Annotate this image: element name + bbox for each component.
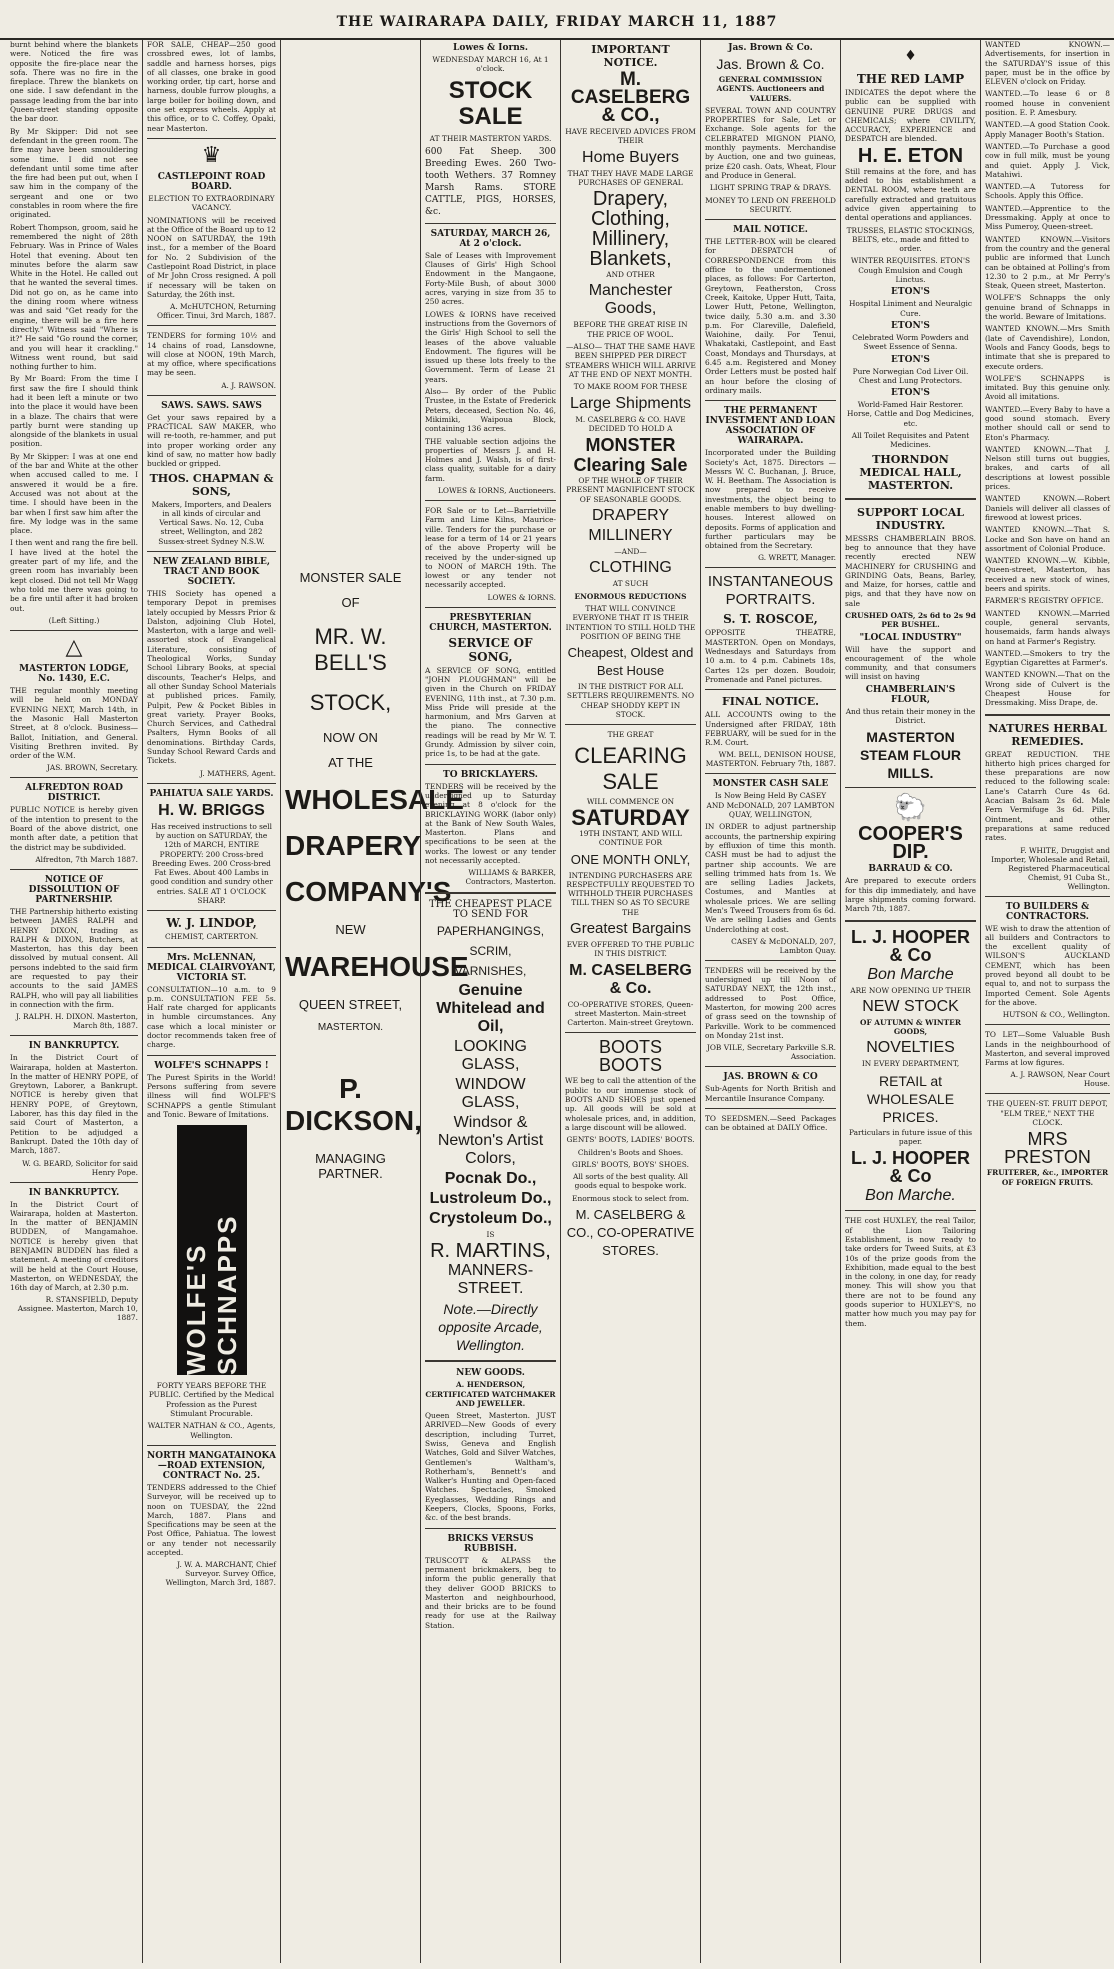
natures-body: GREAT REDUCTION. THE hitherto high prices charged for these preparations are now reduced to the following scale: Lane's Catarrh Cure 4s 6d. Acacian Balsam 2s 6d. Male Fern Vermifuge 3s 6d. Pills, Ointment, and other preparations at same reduced rates. [985,749,1110,843]
millinery-line: Millinery, [591,228,670,251]
caselberg-sub: HAVE RECEIVED ADVICES FROM THEIR [565,127,696,146]
henderson-body: Queen Street, Masterton. JUST ARRIVED—New Goods of every description, including Turret, Swiss, Geneva and English Watches, Gold and Silver Watches, Gentlemen's Waltham's, Rotherham's, Bennett's and Walker's Hunting and Open-faced Watches. Spectacles, Smoked Eyeglasses, Wedding Rings and Keepers, Clocks, Spoons, Forks, &c. of the best brands. [425,1411,556,1523]
brown2-body: Sub-Agents for North British and Mercantile Insurance Company. [705,1084,836,1103]
wanted-ad: WANTED.—A good Station Cook. Apply Manager Booth's Station. [985,120,1110,139]
wolfe-heading: WOLFE'S SCHNAPPS ! [154,1060,269,1071]
builders-signature: HUTSON & CO., Wellington. [1002,1010,1110,1020]
coopers-line: COOPER'S DIP. [858,823,963,864]
wanted-ad: WANTED KNOWN.—Visitors from the country and the general public are informed that Lunch can be obtained at Polling's from 12.30 to 2 p.m., at Mr Perry's Steak, Queen street, Masterton. [985,234,1110,291]
great-line: THE GREAT [607,730,654,740]
castlepoint-notice: NOMINATIONS will be received at the Office of the Board up to 12 NOON on SATURDAY, the 19th inst., for a member of the Board for No. 2 Subdivision of the Castlepoint Road District, in place of Mr John Cross resigned. A poll if necessary will be taken on Saturday, the 26th inst. [147,215,276,299]
wanted-ad: WANTED.—Every Baby to have a good sound stomach. Every mother should call or send to Eton's Pharmacy. [985,404,1110,442]
note-line: Note.—Directly opposite Arcade, Wellington. [438,1301,543,1354]
court-report-paragraph: By Mr Board: From the time I first saw the fire I should think had it been left a minute or two into the place it would have been in a blaze. The chairs that were partly burnt were standing up alongside of the blankets in usual position. [10,374,138,449]
bargains-line: Greatest Bargains [570,919,691,937]
ad-line-12: QUEEN STREET, [298,997,403,1012]
month-line: ONE MONTH ONLY, [570,851,691,867]
church-heading: PRESBYTERIAN CHURCH, MASTERTON. [429,612,552,633]
boots-line: BOOTS BOOTS [598,1037,662,1076]
column-2 [142,40,280,1963]
gents-line: GENTS' BOOTS, LADIES' BOOTS. [566,1135,695,1145]
masonic-heading: MASTERTON LODGE, No. 1430, E.C. [19,664,129,685]
bon-line: Bon Marche [867,965,954,983]
clearing-sale-line: Clearing Sale [573,455,688,476]
wanted-ad: WANTED KNOWN.—That on the Wrong side of Culvert is the Cheapest House for Dressmaking. Miss Drape, de. [985,670,1110,708]
saturday-line: SATURDAY [571,804,690,830]
bon2-line: Bon Marche. [865,1187,956,1205]
novelties-line: NOVELTIES [866,1039,955,1057]
saturday-sale-body: Sale of Leases with Improvement Clauses of Girls' High School Endowment in the Mangaone, Forty-Mile Bush, of about 3000 acres, varying in size from 35 to 250 acres. [425,250,556,307]
masonic-notice: THE regular monthly meeting will be held on MONDAY EVENING NEXT, March 14th, in the Masonic Hall Masterton Street, at 8 o'clock. Business—Ballot, Initiation, and General. Visiting Brethren invited. By order of the W.M. [10,686,138,761]
windsor-line: Windsor & Newton's Artist Colors, [437,1113,544,1167]
mills-line: MASTERTON STEAM FLOUR MILLS. [859,729,962,782]
caselberg3-line: M. CASELBERG & CO., CO-OPERATIVE STORES. [566,1207,695,1259]
lustroleum-line: Lustroleum Do., [429,1189,552,1207]
room-line: TO MAKE ROOM FOR THESE [573,382,688,392]
court-report-paragraph: I then went and rang the fire bell. I have lived at the hotel the greater part of my life, and the green room has invariably been kept closed. Did not tell Mr Wagg who told me there was going to be a fire until after it had broken out. [10,538,138,613]
brown-light: LIGHT SPRING TRAP & DRAYS. [709,183,832,193]
drapery2-line: DRAPERY [591,507,670,525]
manchester-line: Manchester Goods, [588,282,673,318]
crushed-line: CRUSHED OATS, 2s 6d to 2s 9d PER BUSHEL. [845,610,976,630]
lowes-signature: LOWES & IORNS, Auctioneers. [437,486,556,496]
road-notice: PUBLIC NOTICE is hereby given of the intention to present to the Board of the above district, one month after date, a petition that the district may be subdivided. [10,805,138,852]
masonic-signature: JAS. BROWN, Secretary. [46,763,138,773]
martins-line: R. MARTINS, [430,1240,551,1263]
children-line: Children's Boots and Shoes. [577,1147,684,1157]
final-body: ALL ACCOUNTS owing to the Undersigned after FRIDAY, 18th FEBRUARY, will be sued for in the R.M. Court. [705,710,836,748]
ad-line-13: MASTERTON. [317,1022,384,1033]
court-report-paragraph: By Mr Skipper: I was at one end of the bar and White at the other when accused called to me. I answered it would be a fire. Accused was not about at the time. I should have been in the bar when I first saw him after the fire. My lodge was in the same place. [10,451,138,536]
preston-name: MRS PRESTON [1004,1129,1091,1168]
pahiatua-heading: PAHIATUA SALE YARDS. [149,788,274,799]
ad-line-8: DRAPERY [285,830,421,861]
roscoe-body: OPPOSITE THEATRE, MASTERTON. Open on Mondays, Wednesdays and Saturdays from 10 a.m. to 4 p.m. Cabinets 18s, Cartes 12s per dozen. Boudoir, Promenade and Panel pictures. [705,628,836,684]
clothing2-line: CLOTHING [589,559,672,577]
bricks-body: TRUSCOTT & ALPASS the permanent brickmakers, beg to inform the public generally that they deliver GOOD BRICKS to Masterton and neighbourhood, and their bricks are to be found ready for use at the Railway Station. [425,1555,556,1630]
chamberlain2-line: CHAMBERLAIN'S FLOUR, [865,684,956,705]
ad-line-1: MONSTER SALE [299,570,402,585]
etons-3-body: Pure Norwegian Cod Liver Oil. Chest and Lung Protectors. [852,366,969,385]
district-line: IN THE DISTRICT FOR ALL SETTLERS REQUIREMENTS. NO CHEAP SHODDY KEPT IN STOCK. [566,682,695,720]
masthead: THE WAIRARAPA DAILY, FRIDAY MARCH 11, 1887 [0,14,1114,40]
manners-line: MANNERS-STREET. [447,1262,534,1298]
cash-signature: CASEY & McDONALD, 207, Lambton Quay. [731,936,836,955]
is-line: IS [486,1229,495,1239]
ad-line-2: OF [341,595,360,610]
monster-line: MONSTER [585,435,676,456]
chapman-name: THOS. CHAPMAN & SONS, [149,471,274,498]
barraud-line: BARRAUD & CO. [868,864,953,875]
varnish-line: VARNISHES, [454,963,527,978]
winter-line: WINTER REQUISITES. ETON'S Cough Emulsion and Cough Linctus. [850,256,971,285]
ad-line-11: WAREHOUSE [285,951,469,982]
mangatainoka-heading: NORTH MANGATAINOKA—ROAD EXTENSION, CONTRACT No. 25. [147,1450,276,1481]
convince-line: THAT WILL CONVINCE EVERYONE THAT IT IS THEIR INTENTION TO STILL HOLD THE POSITION OF BEING THE [565,603,696,641]
chapman-body: Makers, Importers, and Dealers in all kinds of circular and Vertical Saws. No. 12, Cuba street, Wellington, and 282 Sussex-street Sydney N.S.W. [151,499,272,546]
coop-line: CO-OPERATIVE STORES, Queen-street Masterton. Main-street Carterton. Main-street Greytown. [567,999,694,1028]
rawson-body: TO LET—Some Valuable Bush Lands in the neighbourhood of Masterton, and several improved Farms at low figures. [985,1030,1110,1068]
column-6 [700,40,840,1963]
whole-line: OF THE WHOLE OF THEIR PRESENT MAGNIFICENT STOCK OF SEASONABLE GOODS. [566,476,695,504]
henderson-name: A. HENDERSON, CERTIFICATED WATCHMAKER AND JEWELLER. [425,1380,556,1408]
brown-body: SEVERAL TOWN AND COUNTRY PROPERTIES for Sale, Let or Exchange. Sole agents for the CELEBRATED MIGNON PIANO, monthly payments. Merchandise by Auction, one and two guineas, prize £20 cash. Oats, Wheat, Flour and Produce in General. [705,105,836,180]
road-tender: TENDERS for forming 10½ and 14 chains of road, Lansdowne, will close at NOON, 19th March, at my office, where specifications may be seen. [147,331,276,378]
wanted-ad: WOLFE'S Schnapps the only genuine brand of Schnapps in the world. Beware of Imitations. [985,293,1110,322]
lamp-heading: THE RED LAMP [856,72,965,86]
church-body: A SERVICE OF SONG, entitled "JOHN PLOUGHMAN" will be given in the Church on FRIDAY EVENING, 11th inst., at 7.30 p.m. Miss Pride will preside at the harmonium, and Mrs Garven at the piano. The connective readings will be read by Mr W. T. Grundy. Admission by silver coin, price 1s, to be had at the gate. [425,665,556,759]
castlepoint-signature: A. McHUTCHON, Returning Officer. Tinui, 3rd March, 1887. [156,302,276,321]
royal-crest-icon: ♛ [201,142,222,168]
every-line: IN EVERY DEPARTMENT, [861,1059,960,1069]
stock-list: 600 Fat Sheep. 300 Breeding Ewes. 260 Two-tooth Wethers. 37 Romney Marsh Rams. STORE CATTLE, PIGS, HORSES, &c. [425,146,556,217]
road-tender-signature: A. J. RAWSON. [221,380,276,390]
wanted-ad: FARMER'S REGISTRY OFFICE. [985,596,1104,606]
column-5 [560,40,700,1963]
road-heading: ALFREDTON ROAD DISTRICT. [25,783,123,804]
fruit-heading: THE QUEEN-ST. FRUIT DEPOT, "ELM TREE," NEXT THE CLOCK. [987,1099,1108,1128]
preston-sub: FRUITERER, &c., IMPORTER OF FOREIGN FRUITS. [986,1168,1109,1187]
barraud-body: Are prepared to execute orders for this dip immediately, and have large shipments coming forward. March 7th, 1887. [845,876,976,914]
dissolution-signature: J. RALPH. H. DIXON. Masterton, March 8th, 1887. [15,1012,138,1031]
stock-sale-sub: AT THEIR MASTERTON YARDS. [429,133,552,143]
bible-heading: NEW ZEALAND BIBLE, TRACT AND BOOK SOCIETY. [153,556,270,587]
instant-line: 19TH INSTANT, AND WILL CONTINUE FOR [579,828,682,848]
crystoleum-line: Crystoleum Do., [429,1209,552,1227]
farm-tender: FOR Sale or to Let—Barrietville Farm and Lime Kilns, Maurice-ville. Tenders for the purchase or lease for a term of 14 or 21 years of the above Property will be received by the under-signed up to NOON of MARCH 19th. The lowest or any tender not necessarily accepted. [425,506,556,590]
hall-line: THORNDON MEDICAL HALL, MASTERTON. [859,452,962,492]
support-heading: SUPPORT LOCAL INDUSTRY. [857,505,964,532]
wanted-ad: WANTED.—To Purchase a good cow in full milk, must be young and quiet. Apply J. Vick, Matahiwi. [985,141,1110,179]
bricklayers-heading: TO BRICKLAYERS. [443,769,538,780]
dissolution-notice: THE Partnership hitherto existing between JAMES RALPH and HENRY DIXON, trading as RALPH & DIXON, Butchers, at Masterton, has this day been dissolved by mutual consent. All persons indebted to the said firm are requested to pay their accounts to the said JAMES RALPH, who will pay all liabilities in connection with the firm. [10,906,138,1009]
wanted-ad: WOLFE'S SCHNAPPS is imitated. Buy this genuine only. Avoid all imitations. [985,373,1110,402]
permanent-signature: G. WRETT, Manager. [758,553,836,563]
stock-sale-title: STOCK SALE [448,76,533,130]
wanted-ad: WANTED.—A Tutoress for Schools. Apply this Office. [985,182,1110,201]
clearing2-line: CLEARING SALE [574,742,687,794]
ad-line-5: NOW ON [323,730,378,745]
natures-signature: F. WHITE, Druggist and Importer, Wholesale and Retail, Registered Pharmaceutical Chemist, 91 Cuba St., Wellington. [991,845,1110,891]
buyers-sub: THAT THEY HAVE MADE LARGE PURCHASES OF GENERAL [567,168,694,187]
wanted-ad: WANTED KNOWN.—Advertisements, for insertion in the SATURDAY'S issue of this paper, must be in the office by ELEVEN o'clock on Friday. [985,40,1110,87]
roscoe-name: S. T. ROSCOE, [723,612,818,627]
red-lamp-icon: ♦ [904,48,917,64]
wanted-list [985,40,1110,708]
wanted-ad: WANTED.—Smokers to try the Egyptian Cigarettes at Farmer's. [985,648,1110,668]
wanted-ad: WANTED.—To lease 6 or 8 roomed house in convenient position. E. P. Amesbury. [985,89,1110,118]
chamberlain-body: MESSRS CHAMBERLAIN BROS. beg to announce that they have recently erected NEW MACHINERY for CRUSHING and GRINDING Oats, Beans, Barley, and Maize, for horses, cattle and pigs, and that they have now on sale [845,533,976,608]
church-sub: SERVICE OF SONG, [448,635,533,664]
bible-body: THIS Society has opened a temporary Depot in premises lately occupied by Messrs Prior & Dalston, adjoining Club Hotel, Masterton, with a large and well-assorted stock of Evangelical Literature, consisting of Theological Works, Sunday School Library Books, at special discounts, Teacher's Helps, and all other Sunday School Materials at published prices. Family, Pulpit, Pew & Pocket Bibles in great variety. Prayer Books, Church Services, and Cathedral Psalters, Hymn Books of all denominations. Birthday Cards, Sunday School Reward Cards and Tickets. [147,588,276,766]
girls-line: GIRLS' BOOTS, BOYS' SHOES. [572,1159,689,1169]
mail-body: THE LETTER-BOX will be cleared for DESPATCH of CORRESPONDENCE from this office to the undermentioned places, as follows: For Carterton, Greytown, Featherston, Cross Creek, Kaitoke, Upper Hutt, Taita, Lower Hutt, Petone, Wellington, twice daily, 5.30 a.m. and 3.30 p.m. For Clareville, Dalefield, Waiohine, daily. For Tenui, Whakataki, Castlepoint, and East Coast, Mondays and Thursdays, at 6.45 a.m. Registered and Money Order Letters must be posted half an hour before the closing of ordinary mails. [705,237,836,395]
wolfe-tail: FORTY YEARS BEFORE THE PUBLIC. Certified by the Medical Profession as the Purest Stimulant Procurable. [148,1381,275,1419]
builders-body: WE wish to draw the attention of all builders and Contractors to the excellent quality of WILSON'S AUCKLAND CEMENT, which has been proved beyond all doubt to be equal to, and not to surpass the Imported Cement. Sole Agents for the above. [985,923,1110,1007]
wolfe-agent: WALTER NATHAN & CO., Agents, Wellington. [147,1421,276,1440]
glass2-line: WINDOW GLASS, [455,1075,526,1111]
final-heading: FINAL NOTICE. [721,695,820,709]
intending-line: INTENDING PURCHASERS ARE RESPECTFULLY REQUESTED TO WITHHOLD THEIR PURCHASES TILL THEN SO AS TO SECURE THE [566,870,695,917]
court-report-paragraph: burnt behind where the blankets were. Noticed the fire was opposite the fire-place near the sofa. There was no fire in the fireplace. Threw the blankets on one side. I saw defendant in the passage leading from the bar into Queen-street standing opposite the bar door. [10,40,138,124]
bricklayers-body: TENDERS will be received by the undersigned up to Saturday evening at 8 o'clock for the BRICKLAYING WORK (labor only) at the Bank of New South Wales, Masterton. Plans and specifications to be seen at the works. The lowest or any tender not necessarily accepted. [425,781,556,866]
important-heading: IMPORTANT NOTICE. [591,43,670,69]
court-report [10,40,138,613]
caselberg-name: M. CASELBERG & CO., [570,69,691,126]
wanted-ad: WANTED KNOWN.—Married couple, general servants, housemaids, farm hands always on hand at Farmer's Registry. [985,608,1110,646]
bankruptcy-notice-2: In the District Court of Wairarapa, holden at Masterton. In the matter of BENJAMIN BUDDEN, of Mangamahoe. NOTICE is hereby given that BENJAMIN BUDDEN has filed a statement. A meeting of creditors will be held at the Court House, Masterton, on WEDNESDAY, the 16th day of March, at 2.30 p.m. [10,1199,138,1293]
lease-body: LOWES & IORNS have received instructions from the Governors of the Girls' High School to sell the leases of the above valuable Endowment. The figures will be issued up these lots freely to the Government. Term of Lease 21 years. [425,309,556,384]
ad-line-6: AT THE [328,755,373,770]
cheapest-line: THE CHEAPEST PLACE TO SEND FOR [428,899,553,920]
wanted-ad: WANTED.—Apprentice to the Dressmaking. Apply at once to Miss Pumeroy, Queen-street. [985,203,1110,232]
clothing-line: Clothing, [591,208,670,231]
column-1 [6,40,142,1963]
opening-line: ARE NOW OPENING UP THEIR [850,985,971,995]
and-line: —AND— [614,547,647,557]
ad-line-15: MANAGING PARTNER. [315,1151,386,1181]
road-signature: Alfredton, 7th March 1887. [35,854,138,864]
local-body: Will have the support and encouragement of the whole community, and that consumers will insist on having [845,644,976,682]
lindop-name: W. J. LINDOP, [166,916,257,931]
whitelead-line: Genuine Whitelead and Oil, [436,981,545,1035]
dissolution-heading: NOTICE OF DISSOLUTION OF PARTNERSHIP. [28,874,120,905]
cash-heading: MONSTER CASH SALE [712,779,829,790]
toilet-line: All Toilet Requisites and Patent Medicines. [851,431,970,450]
mclennan-heading: Mrs. McLENNAN, MEDICAL CLAIRVOYANT, VICTORIA ST. [147,952,276,983]
glass1-line: LOOKING GLASS, [454,1037,527,1073]
etons-2-body: Celebrated Worm Powders and Sweet Essence of Senna. [852,332,969,352]
cheapest2-line: Cheapest, Oldest and Best House [567,645,694,679]
bricks-heading: BRICKS VERSUS RUBBISH. [447,1533,534,1554]
sale-ad: FOR SALE, CHEAP—250 good crossbred ewes, lot of lambs, saddle and harness horses, pigs of all classes, one brake in good working order, tip cart, horse and harness, double furrow ploughs, a large boiler for boiling down, and one set express wheels. Apply at this office, or to C. Coffey, Opaki, near Masterton. [147,40,276,133]
wolfe-schnapps-bottle-ad: WOLFE'S SCHNAPPS [177,1125,247,1375]
have-line: M. CASELBERG & CO. HAVE DECIDED TO HOLD A [575,414,686,433]
ad-line-7: WHOLESALE [285,784,464,815]
scrim-line: SCRIM, [469,943,512,958]
masonic-emblem-icon: △ [65,635,83,661]
permanent-heading: THE PERMANENT INVESTMENT AND LOAN ASSOCIATION OF WAIRARAPA. [705,406,836,447]
lowes-heading: Lowes & Iorns. [453,43,528,53]
castlepoint-subheading: ELECTION TO EXTRAORDINARY VACANCY. [148,193,275,213]
natures-heading: NATURES HERBAL REMEDIES. [988,721,1107,748]
wanted-ad: WANTED KNOWN.—That S. Locke and Son have on hand an assortment of Colonial Produce. [985,525,1110,553]
newstock-line: NEW STOCK [862,997,959,1015]
atsuch-line: AT SUCH [612,579,649,589]
mclennan-body: CONSULTATION—10 a.m. to 9 p.m. CONSULTATION FEE 5s. Half rate charged for applicants in humble circumstances. Any case which a local minister or doctor recommends taken free of charge. [147,984,276,1050]
brown-sub: GENERAL COMMISSION AGENTS. Auctioneers and VALUERS. [716,75,825,103]
grass-tender-signature: JOB VILE, Secretary Parkville S.R. Association. [706,1043,836,1062]
story-end: (Left Sitting.) [48,615,100,625]
column-3-monster-sale-ad [280,40,469,1963]
bricklayers-signature: WILLIAMS & BARKER, Contractors, Masterton. [465,868,556,887]
court-report-paragraph: By Mr Skipper: Did not see defendant in the green room. The fire may have been smouldering some time. I did not see defendant until some time after the fire had been put out, when I saw him in the company of the sergeant and one or two constables in room where the fire originated. [10,126,138,220]
local-line: "LOCAL INDUSTRY" [859,632,962,643]
etons-1: ETON'S [891,287,930,298]
builders-heading: TO BUILDERS & CONTRACTORS. [1005,901,1090,922]
offered-line: EVER OFFERED TO THE PUBLIC IN THIS DISTRICT. [566,939,695,959]
bible-signature: J. MATHERS, Agent. [200,768,276,778]
wanted-ad: WANTED KNOWN.—Mrs Smith (late of Cavendishire), London, Wools and Fancy Goods, begs to intimate that she is prepared to execute orders. [985,324,1110,371]
autumn-line: OF AUTUMN & WINTER GOODS, [860,1017,961,1037]
large-line: Large Shipments [570,394,691,412]
other-line: AND OTHER [606,270,655,280]
caselberg2-line: M. CASELBERG & Co. [569,961,692,997]
saturday-sale-heading: SATURDAY, MARCH 26, At 2 o'clock. [430,228,551,249]
column-4 [420,40,560,1963]
mangatainoka-body: TENDERS addressed to the Chief Surveyor, will be received up to noon on TUESDAY, the 22nd March, 1887. Plans and Specifications may be seen at the Post Office, Pahiatua. The lowest or any tender not necessarily accepted. [147,1482,276,1558]
also-body: Also— By order of the Public Trustee, in the Estate of Frederick Peters, deceased, Section No. 46, Mikimiki, Waipoua Block, containing 136 acres. [425,387,556,434]
mangatainoka-signature: J. W. A. MARCHANT, Chief Surveyor. Survey Office, Wellington, March 3rd, 1887. [165,1560,276,1588]
drapery-line: Drapery, [592,188,669,211]
ad-line-4: STOCK, [309,690,392,715]
instantaneous-heading: INSTANTANEOUS PORTRAITS. [707,573,834,609]
ad-line-10: NEW [335,922,366,937]
sheep-icon: 🐑 [894,793,927,824]
pocnak-line: Pocnak Do., [444,1169,537,1187]
bankruptcy-heading: IN BANKRUPTCY. [28,1041,120,1052]
lowes-date: WEDNESDAY MARCH 16, At 1 o'clock. [432,55,549,74]
eton-body: Still remains at the fore, and has added to his establishment a DENTAL ROOM, where teeth are carefully extracted and gratuitous advice given appertaining to dental operations and appliances. [845,166,976,223]
cash-body: IN ORDER to adjust partnership accounts, the partnership expiring by effluxion of time this month. CASH must be had to adjust the partner ship accounts. We are selling trimmed hats from 1s. We are selling Ladies Jackets, Costumes, and Mantles at wholesale prices. We are selling Men's Tweed Trousers from 6s 6d. We are selling Ladies and Gents Underclothing at cost. [705,822,836,934]
allsorts-line: All sorts of the best quality. All goods equal to bespoke work. [572,1172,689,1191]
seedsmen-body: TO SEEDSMEN.—Seed Packages can be obtained at DAILY Office. [705,1113,836,1133]
particulars-line: Particulars in future issue of this paper. [848,1127,973,1147]
brown-money: MONEY TO LEND ON FREEHOLD SECURITY. [705,195,836,214]
lindop-sub: CHEMIST, CARTERTON. [164,932,259,942]
briggs-body: Has received instructions to sell by auction on SATURDAY, the 12th of MARCH, ENTIRE PROPERTY: 200 Cross-bred Breeding Ewes. 200 Cross-bred Fat Ewes. About 400 Lambs in good condition and sundry other entries. SALE AT 1 O'CLOCK SHARP. [150,821,273,905]
farm-tender-signature: LOWES & IORNS. [487,592,556,602]
final-signature: WM. BELL, DENISON HOUSE, MASTERTON. February 7th, 1887. [705,750,836,769]
castlepoint-heading: CASTLEPOINT ROAD BOARD. [157,171,266,192]
retail-line: RETAIL at WHOLESALE PRICES. [866,1072,955,1125]
bankruptcy-heading-2: IN BANKRUPTCY. [28,1187,120,1198]
saws-body: Get your saws repaired by a PRACTICAL SAW MAKER, who will re-tooth, re-hammer, and put into proper working order any kind of saw, no matter how badly buckled or gripped. [147,412,276,469]
millinery2-line: MILLINERY [588,527,673,545]
court-report-paragraph: Robert Thompson, groom, said he remembered the night of 28th February. Was in Prince of Wales Hotel that evening. About ten minutes before the alarm saw White in the Hotel. He called out that he wanted the several times. Did not go on, as he came into the dining room where witness was and said "Get ready for the engine, there will be a fire here directly." Witness said "Where is it?" He said "Go round the corner, and you will hear it crackling." Witness went round, but said nothing further to him. [10,222,138,372]
goods-heading: NEW GOODS. [456,1368,525,1379]
wanted-ad: WANTED KNOWN.—That J. Nelson still turns out buggies, brakes, and carts of all descriptions at lowest possible prices. [985,444,1110,492]
wolfe-body: The Purest Spirits in the World! Persons suffering from severe illness will find WOLFE'S SCHNAPPS a gentle Stimulant and Tonic. Beware of Imitations. [147,1072,276,1119]
ad-line-14: P. DICKSON, [285,1073,422,1136]
commence-line: WILL COMMENCE ON [586,796,675,806]
brown2-name: JAS. BROWN & CO [723,1072,818,1083]
etons-3: ETON'S [891,354,930,365]
boots-body: WE beg to call the attention of the public to our immense stock of BOOTS AND SHOES just opened up. All goods will be sold at wholesale prices, and, in addition, a large discount will be allowed. [565,1076,696,1132]
trusses-line: TRUSSES, ELASTIC STOCKINGS, BELTS, etc., made and fitted to order. [846,225,975,254]
etons-4: ETON'S [891,388,930,399]
briggs-name: H. W. BRIGGS [158,801,265,819]
also-line: —ALSO— THAT THE SAME HAVE BEEN SHIPPED PER DIRECT STEAMERS WHICH WILL ARRIVE AT THE END OF NEXT MONTH. [565,342,696,379]
etons-2: ETON'S [891,320,930,331]
enormous-line: ENORMOUS REDUCTIONS [574,591,687,601]
cash-sub: Is Now Being Held By CASEY AND McDONALD, 207 LAMBTON QUAY, WELLINGTON, [706,791,835,820]
blankets-line: Blankets, [589,248,672,271]
brown-name: Jas. Brown & Co. [716,56,825,72]
huxley-body: THE cost HUXLEY, the real Tailor, of the Lion Tailoring Establishment, is now ready to take orders for Tweed Suits, at £3 10s of the prize goods from the Exhibition, made equal to the best in the colony, in one day, for ready money. This will show you that there are not to be found any goods superior to HUXLEY'S, no matter how much you may pay for them. [845,1216,976,1328]
wanted-ad: WANTED KNOWN.—W. Kibble, Queen-street, Masterton, has received a new stock of wines, beers and spirits. [985,556,1110,594]
eton-name: H. E. ETON [857,144,964,167]
lamp-body: INDICATES the depot where the public can be supplied with GENUINE PURE DRUGS and CHEMICALS; where CIVILITY, ACCURACY, EXPERIENCE and DESPATCH are blended. [845,88,976,144]
brown-heading: Jas. Brown & Co. [728,43,813,53]
bankruptcy-signature-2: R. STANSFIELD, Deputy Assignee. Masterton, March 10, 1887. [17,1295,138,1323]
section-body: THE valuable section adjoins the properties of Messrs J. and H. Holmes and J. Walsh, is of first-class quality, suitable for a dairy farm. [425,436,556,483]
rawson-signature: A. J. RAWSON, Near Court House. [1010,1070,1110,1089]
ad-line-9: COMPANY'S [285,876,452,907]
column-8 [980,40,1114,1963]
ad-line-3: MR. W. BELL'S [314,624,387,675]
column-7 [840,40,980,1963]
permanent-body: Incorporated under the Building Society's Act, 1875. Directors — Messrs W. C. Buchanan, J. Bruce, W. H. Beetham. The Association is now prepared to receive investments, the object being to enable members to buy dwelling-houses. Interest allowed on deposits. Forms of application and further particulars may be obtained from the Secretary. [705,448,836,551]
bankruptcy-notice-1: In the District Court of Wairarapa, holden at Masterton. In the matter of HENRY POPE, of Greytown, Laborer, a Bankrupt. NOTICE is hereby given that HENRY POPE, of Greytown, Laborer, has this day filed in the said Court of Masterton, a Petition to be adjudged a Bankrupt. Dated the 10th day of March, 1887. [10,1053,138,1156]
rise-line: BEFORE THE GREAT RISE IN THE PRICE OF WOOL. [573,320,688,339]
etons-1-body: Hospital Liniment and Neuralgic Cure. [848,299,973,318]
hooper-line: L. J. HOOPER & Co [850,926,971,965]
hooper2-line: L. J. HOOPER & Co [850,1148,971,1187]
saws-heading: SAWS. SAWS. SAWS [161,400,262,411]
district-line-7: And thus retain their money in the District. [845,706,976,726]
buyers-line: Home Buyers [582,148,679,166]
bankruptcy-signature-1: W. G. BEARD, Solicitor for said Henry Pope. [22,1158,138,1177]
wanted-ad: WANTED KNOWN.—Robert Daniels will deliver all classes of firewood at lowest prices. [985,494,1110,522]
paper-line: PAPERHANGINGS, [436,923,545,938]
mail-heading: MAIL NOTICE. [733,225,808,236]
grass-tender: TENDERS will be received by the undersigned up till Noon of SATURDAY NEXT, the 12th inst., addressed to Post Office, Masterton, for mowing 200 acres of grass seed on the township of Parkville. Work to be commenced on Monday 21st inst. [705,965,836,1040]
etons-4-body: World-Famed Hair Restorer. Horse, Cattle and Dog Medicines, etc. [847,400,974,428]
enormous2-line: Enormous stock to select from. [572,1193,689,1203]
